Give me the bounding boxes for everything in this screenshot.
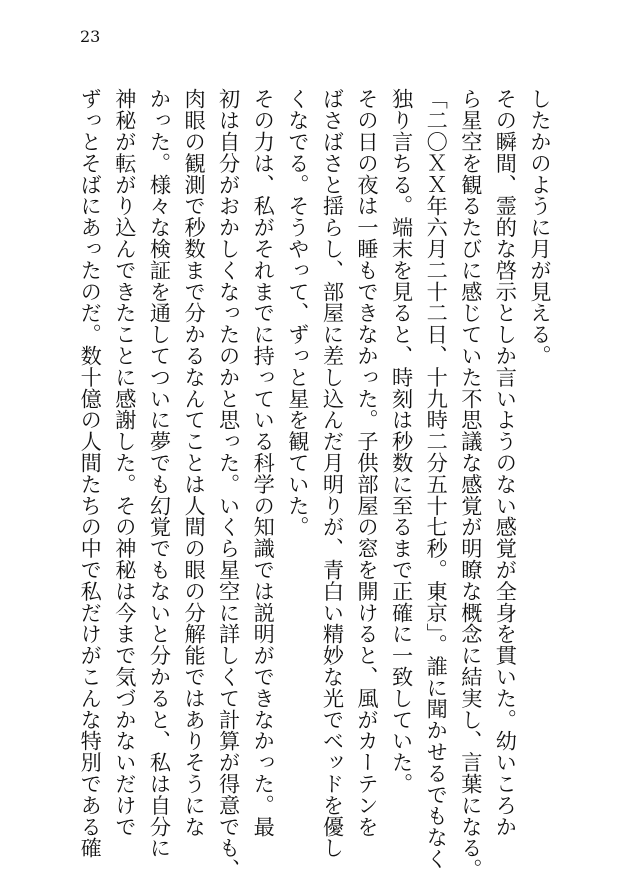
vertical-body-text bbox=[73, 88, 557, 880]
text-line: 神秘が転がり込んできたことに感謝した。その神秘は今まで気づかないだけで bbox=[112, 88, 138, 837]
text-line: くなでる。そうやって、ずっと星を観ていた。 bbox=[285, 88, 311, 538]
text-line: その日の夜は一睡もできなかった。子供部屋の窓を開けると、風がカーテンを bbox=[355, 88, 381, 837]
text-line: 独り言ちる。端末を見ると、時刻は秒数に至るまで正確に一致していた。 bbox=[389, 88, 415, 795]
text-line: 「二〇ＸＸ年六月二十二日、十九時二分五十七秒。東京」。誰に聞かせるでもなく bbox=[424, 88, 450, 870]
text-line: 肉眼の観測で秒数まで分かるなんてことは人間の眼の分解能ではありそうにな bbox=[182, 88, 208, 837]
text-line: ら星空を観るたびに感じていた不思議な感覚が明瞭な概念に結実し、言葉になる。 bbox=[458, 88, 484, 880]
text-line: その瞬間、霊的な啓示としか言いようのない感覚が全身を貫いた。幼いころか bbox=[493, 88, 519, 837]
page-number: 23 bbox=[80, 27, 101, 46]
text-line: その力は、私がそれまでに持っている科学の知識では説明ができなかった。最 bbox=[251, 88, 277, 837]
text-line: ばさばさと揺らし、部屋に差し込んだ月明りが、青白い精妙な光でベッドを優し bbox=[320, 88, 346, 859]
text-line: 初は自分がおかしくなったのかと思った。いくら星空に詳しくて計算が得意でも、 bbox=[216, 88, 242, 880]
text-line: したかのように月が見える。 bbox=[528, 88, 553, 367]
text-line: かった。様々な検証を通してついに夢でも幻覚でもないと分かると、私は自分に bbox=[147, 88, 173, 859]
text-line: ずっとそばにあったのだ。数十億の人間たちの中で私だけがこんな特別である確 bbox=[78, 88, 104, 859]
